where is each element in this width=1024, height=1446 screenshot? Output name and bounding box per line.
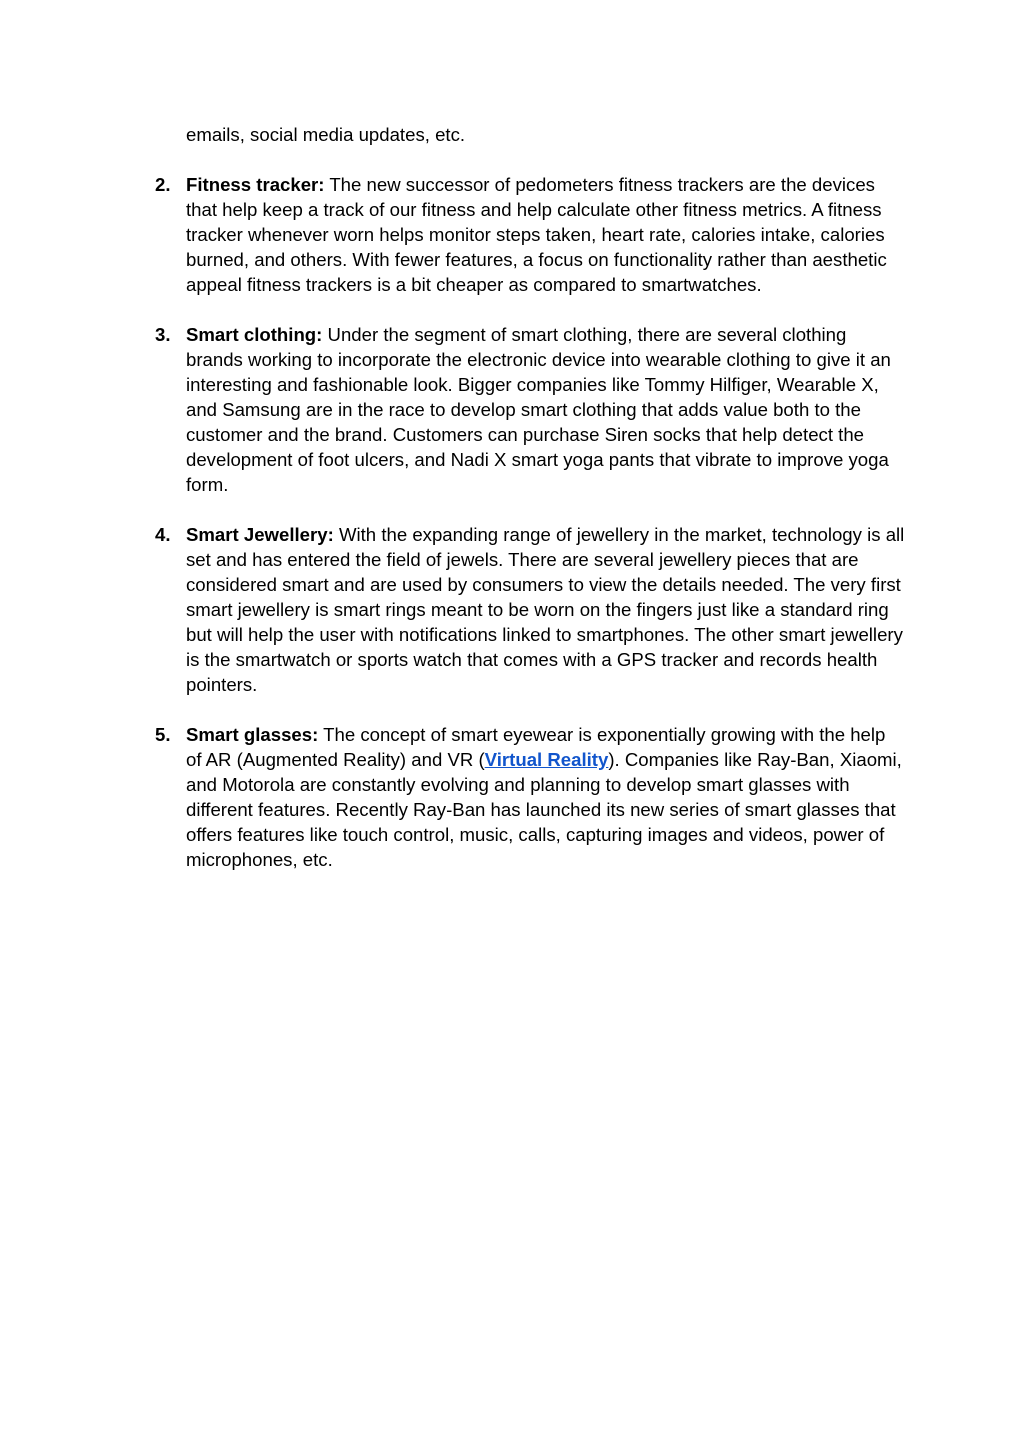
virtual-reality-link[interactable]: Virtual Reality xyxy=(484,749,609,770)
list-item-body xyxy=(186,722,906,872)
list-item-title: Fitness tracker: xyxy=(186,174,325,195)
list-item-number: 2. xyxy=(155,174,171,195)
list-item-smart-glasses xyxy=(0,722,1024,872)
list-item-text: The new successor of pedometers fitness trackers are the devices that help keep a track of our fitness and help calculate other fitness metrics. A fitness tracker whenever worn helps monitor steps taken, heart rate, calories intake, calories burned, and others. With fewer features, a focus on functionality rather than aesthetic appeal fitness trackers is a bit cheaper as compared to smartwatches. xyxy=(186,174,887,295)
list-item-number: 5. xyxy=(155,724,171,745)
list-item-body xyxy=(186,322,906,497)
list-item-text: Under the segment of smart clothing, there are several clothing brands working to incorporate the electronic device into wearable clothing to give it an interesting and fashionable look. Bigger companies like Tommy Hilfiger, Wearable X, and Samsung are in the race to develop smart clothing that adds value both to the customer and the brand. Customers can purchase Siren socks that help detect the development of foot ulcers, and Nadi X smart yoga pants that vibrate to improve yoga form. xyxy=(186,324,891,495)
list-item-text-after-link: ). Companies like Ray-Ban, Xiaomi, and Motorola are constantly evolving and planning to develop smart glasses with different features. Recently Ray-Ban has launched its new series of smart glasses that offers features like touch control, music, calls, capturing images and videos, power of microphones, etc. xyxy=(186,749,902,870)
list-item-smart-jewellery xyxy=(0,522,1024,697)
list-item-body xyxy=(186,172,906,297)
list-item-title: Smart glasses: xyxy=(186,724,319,745)
list-item-smart-clothing xyxy=(0,322,1024,497)
list-item-fitness-tracker xyxy=(0,172,1024,297)
list-item-title: Smart clothing: xyxy=(186,324,323,345)
list-item-text: With the expanding range of jewellery in the market, technology is all set and has entered the field of jewels. There are several jewellery pieces that are considered smart and are used by consumers to view the details needed. The very first smart jewellery is smart rings meant to be worn on the fingers just like a standard ring but will help the user with notifications linked to smartphones. The other smart jewellery is the smartwatch or sports watch that comes with a GPS tracker and records health pointers. xyxy=(186,524,905,695)
list-item-number: 3. xyxy=(155,324,171,345)
device-list xyxy=(0,172,1024,897)
list-item-title: Smart Jewellery: xyxy=(186,524,334,545)
list-item-body xyxy=(186,522,906,697)
list-item-number: 4. xyxy=(155,524,171,545)
continuation-text: emails, social media updates, etc. xyxy=(186,124,466,145)
list-item-text-before-link: The concept of smart eyewear is exponentially growing with the help of AR (Augmented Reality) and VR ( xyxy=(186,724,886,770)
